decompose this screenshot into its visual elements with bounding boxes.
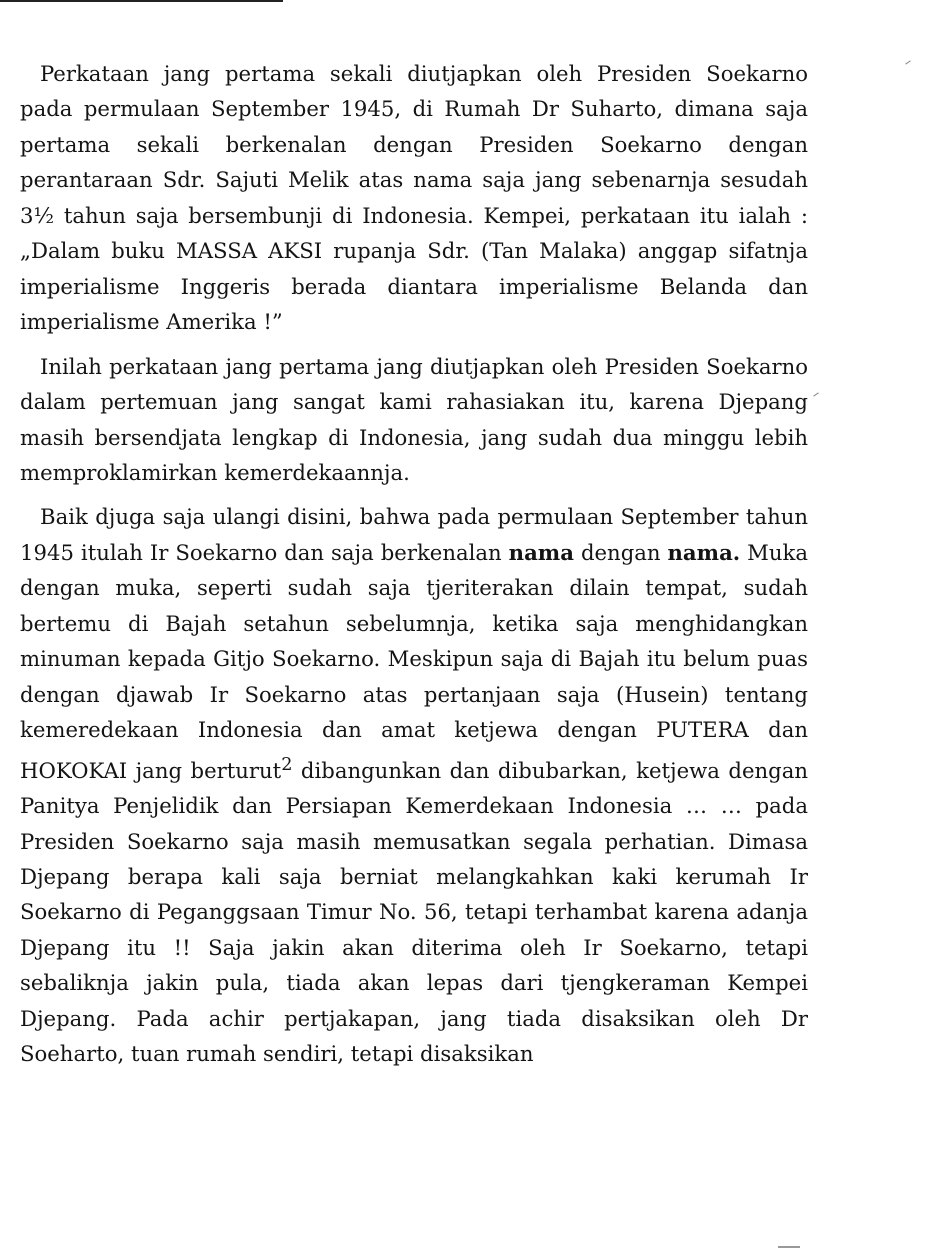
document-body xyxy=(20,56,808,1072)
paragraph-text: Muka dengan muka, seperti sudah saja tjeriterakan dilain tempat, sudah bertemu di Bajah setahun sebelumnja, ketika saja menghidangkan minuman kepada Gitjo Soekarno. Meskipun saja di Bajah itu belum puas dengan djawab Ir Soekarno atas pertanjaan saja (Husein) tentang kemeredekaan Indonesia dan amat ketjewa dengan PUTERA dan HOKOKAI jang berturut xyxy=(20,539,808,783)
superscript: 2 xyxy=(281,754,293,775)
scan-mark xyxy=(778,1246,800,1248)
paragraph-1 xyxy=(20,56,808,340)
top-rule xyxy=(0,0,283,2)
paragraph-text: Baik djuga saja ulangi disini, bahwa pada permulaan September tahun 1945 itulah Ir Soekarno dan saja berkenalan xyxy=(20,504,808,565)
scan-mark xyxy=(905,60,910,64)
paragraph-text: dibangunkan dan dibubarkan, ketjewa dengan Panitya Penjelidik dan Persiapan Kemerdekaan Indonesia … … pada Presiden Soekarno saja masih memusatkan segala perhatian. Dimasa Djepang berapa kali saja berniat melangkahkan kaki kerumah Ir Soekarno di Peganggsaan Timur No. 56, tetapi terhambat karena adanja Djepang itu !! Saja jakin akan diterima oleh Ir Soekarno, tetapi sebaliknja jakin pula, tiada akan lepas dari tjengkeraman Kempei Djepang. Pada achir pertjakapan, jang tiada disaksikan oleh Dr Soeharto, tuan rumah sendiri, tetapi disaksikan xyxy=(20,757,808,1067)
paragraph-2 xyxy=(20,349,808,491)
paragraph-text: Perkataan jang pertama sekali diutjapkan oleh Presiden Soekarno pada permulaan September 1945, di Rumah Dr Suharto, dimana saja pertama sekali berkenalan dengan Presiden Soekarno dengan perantaraan Sdr. Sajuti Melik atas nama saja jang sebenarnja sesudah 3½ tahun saja bersembunji di Indonesia. Kempei, perkataan itu ialah : „Dalam buku MASSA AKSI rupanja Sdr. (Tan Malaka) anggap sifatnja imperialisme Inggeris berada diantara imperialisme Belanda dan imperialisme Amerika !” xyxy=(20,61,808,335)
paragraph-text: dengan xyxy=(573,539,668,565)
scan-mark xyxy=(813,392,818,396)
bold-word: nama. xyxy=(667,539,741,565)
paragraph-3 xyxy=(20,499,808,1071)
bold-word: nama xyxy=(508,539,574,565)
paragraph-text: Inilah perkataan jang pertama jang diutjapkan oleh Presiden Soekarno dalam pertemuan jang sangat kami rahasiakan itu, karena Djepang masih bersendjata lengkap di Indonesia, jang sudah dua minggu lebih memproklamirkan kemerdekaannja. xyxy=(20,353,808,485)
